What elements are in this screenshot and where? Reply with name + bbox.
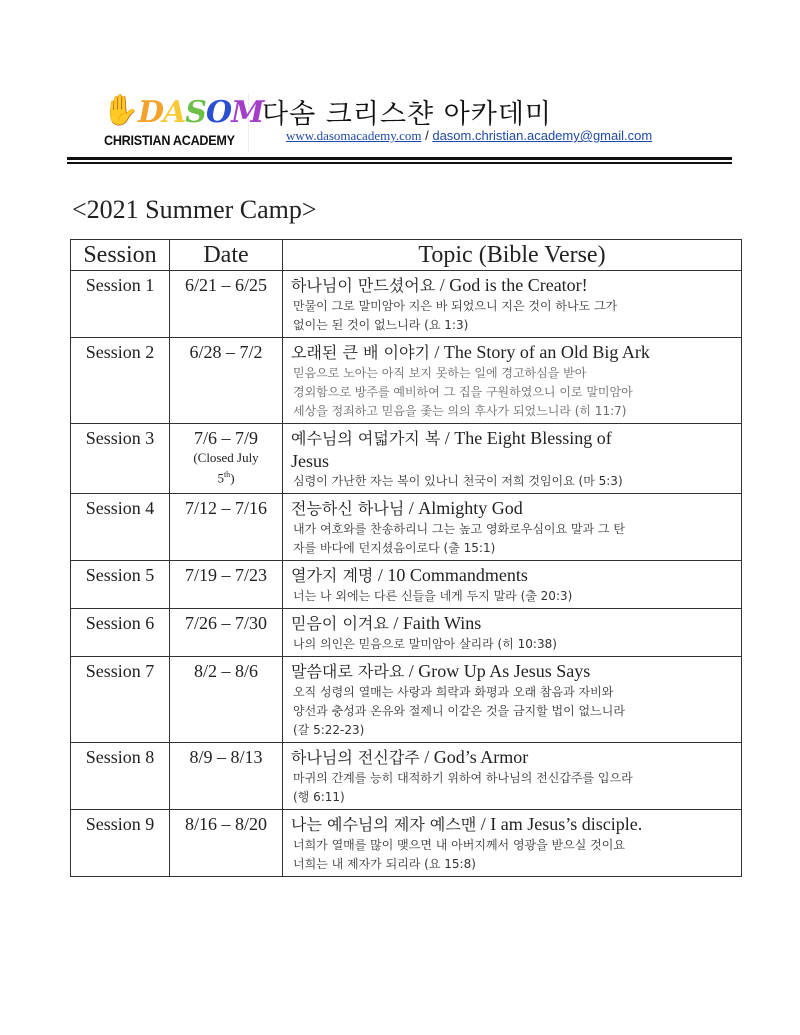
session-cell: Session 4 (71, 494, 170, 561)
date-range: 7/6 – 7/9 (193, 428, 258, 448)
topic-cell (283, 424, 742, 494)
bible-verse: 믿음으로 노아는 아직 보지 못하는 일에 경고하심을 받아 (293, 366, 587, 380)
header-topic: Topic (Bible Verse) (283, 240, 742, 271)
topic-title: 말씀대로 자라요 / Grow Up As Jesus Says (291, 661, 591, 681)
topic-cell (283, 609, 742, 657)
header-divider-bottom (67, 162, 732, 164)
date-cell: 8/9 – 8/13 (170, 743, 283, 810)
bible-verse: 만물이 그로 말미암아 지은 바 되었으니 지은 것이 하나도 그가 (293, 299, 618, 313)
dasom-logo (98, 93, 264, 152)
table-row (71, 609, 742, 657)
bible-verse: 없이는 된 것이 없느니라 (요 1:3) (293, 318, 469, 332)
academy-korean-title: 다솜 크리스챤 아카데미 (262, 99, 552, 130)
topic-title: 나는 예수님의 제자 예스맨 / I am Jesus’s disciple. (291, 814, 643, 834)
session-cell: Session 7 (71, 657, 170, 743)
topic-title: 열가지 계명 / 10 Commandments (291, 565, 528, 585)
date-cell: 8/16 – 8/20 (170, 810, 283, 877)
session-cell: Session 6 (71, 609, 170, 657)
topic-cell (283, 657, 742, 743)
session-cell: Session 9 (71, 810, 170, 877)
session-cell: Session 2 (71, 338, 170, 424)
closed-note-date: 5th) (217, 470, 235, 486)
session-cell: Session 3 (71, 424, 170, 494)
session-cell: Session 8 (71, 743, 170, 810)
bible-verse: 자를 바다에 던지셨음이로다 (출 15:1) (293, 541, 496, 555)
table-row (71, 657, 742, 743)
date-cell: 6/28 – 7/2 (170, 338, 283, 424)
topic-title-cont: Jesus (291, 451, 330, 471)
table-row (71, 424, 742, 494)
date-cell (170, 424, 283, 494)
table-row (71, 810, 742, 877)
link-separator: / (421, 128, 433, 143)
closed-note: (Closed July (193, 450, 259, 465)
bible-verse: (갈 5:22-23) (293, 723, 365, 737)
bible-verse: 나의 의인은 믿음으로 말미암아 살리라 (히 10:38) (293, 637, 557, 651)
table-header-row (71, 240, 742, 271)
date-cell: 7/12 – 7/16 (170, 494, 283, 561)
table-row (71, 743, 742, 810)
topic-title: 예수님의 여덟가지 복 / The Eight Blessing of (291, 428, 612, 448)
bible-verse: 경외함으로 방주를 예비하여 그 집을 구원하였으니 이로 말미암아 (293, 385, 633, 399)
topic-cell (283, 561, 742, 609)
bible-verse: 양선과 충성과 온유와 절제니 이같은 것을 금지할 법이 없느니라 (293, 704, 625, 718)
topic-cell (283, 271, 742, 338)
topic-cell (283, 338, 742, 424)
session-cell: Session 5 (71, 561, 170, 609)
hand-icon: ✋ (102, 93, 140, 128)
header-session: Session (71, 240, 170, 271)
bible-verse: 오직 성령의 열매는 사랑과 희락과 화평과 오래 참음과 자비와 (293, 685, 614, 699)
page-header (96, 92, 736, 154)
logo-subtitle: CHRISTIAN ACADEMY (104, 132, 235, 148)
bible-verse: 심령이 가난한 자는 복이 있나니 천국이 저희 것임이요 (마 5:3) (293, 474, 623, 488)
topic-title: 전능하신 하나님 / Almighty God (291, 498, 523, 518)
table-row (71, 561, 742, 609)
table-row (71, 338, 742, 424)
header-divider-top (67, 157, 732, 160)
bible-verse: 내가 여호와를 찬송하리니 그는 높고 영화로우심이요 말과 그 탄 (293, 522, 625, 536)
logo-brand-text: DASOM (138, 95, 264, 130)
bible-verse: (행 6:11) (293, 790, 345, 804)
page-title: <2021 Summer Camp> (72, 195, 317, 224)
topic-cell (283, 494, 742, 561)
date-cell: 7/19 – 7/23 (170, 561, 283, 609)
topic-title: 오래된 큰 배 이야기 / The Story of an Old Big Ark (291, 342, 650, 362)
bible-verse: 너희가 열매를 많이 맺으면 내 아버지께서 영광을 받으실 것이요 (293, 838, 625, 852)
topic-cell (283, 810, 742, 877)
bible-verse: 너희는 내 제자가 되리라 (요 15:8) (293, 857, 476, 871)
topic-title: 하나님의 전신갑주 / God’s Armor (291, 747, 529, 767)
topic-title: 믿음이 이겨요 / Faith Wins (291, 613, 482, 633)
bible-verse: 세상을 정죄하고 믿음을 좇는 의의 후사가 되었느니라 (히 11:7) (293, 404, 627, 418)
table-row (71, 271, 742, 338)
bible-verse: 너는 나 외에는 다른 신들을 네게 두지 말라 (출 20:3) (293, 589, 573, 603)
topic-cell (283, 743, 742, 810)
date-cell: 7/26 – 7/30 (170, 609, 283, 657)
topic-title: 하나님이 만드셨어요 / God is the Creator! (291, 275, 588, 295)
email-link[interactable]: dasom.christian.academy@gmail.com (432, 128, 653, 143)
table-row (71, 494, 742, 561)
date-cell: 8/2 – 8/6 (170, 657, 283, 743)
date-cell: 6/21 – 6/25 (170, 271, 283, 338)
website-link[interactable]: www.dasomacademy.com (286, 128, 422, 143)
header-date: Date (170, 240, 283, 271)
bible-verse: 마귀의 간계를 능히 대적하기 위하여 하나님의 전신갑주를 입으라 (293, 771, 633, 785)
contact-links (286, 128, 652, 144)
schedule-table (70, 239, 742, 877)
session-cell: Session 1 (71, 271, 170, 338)
